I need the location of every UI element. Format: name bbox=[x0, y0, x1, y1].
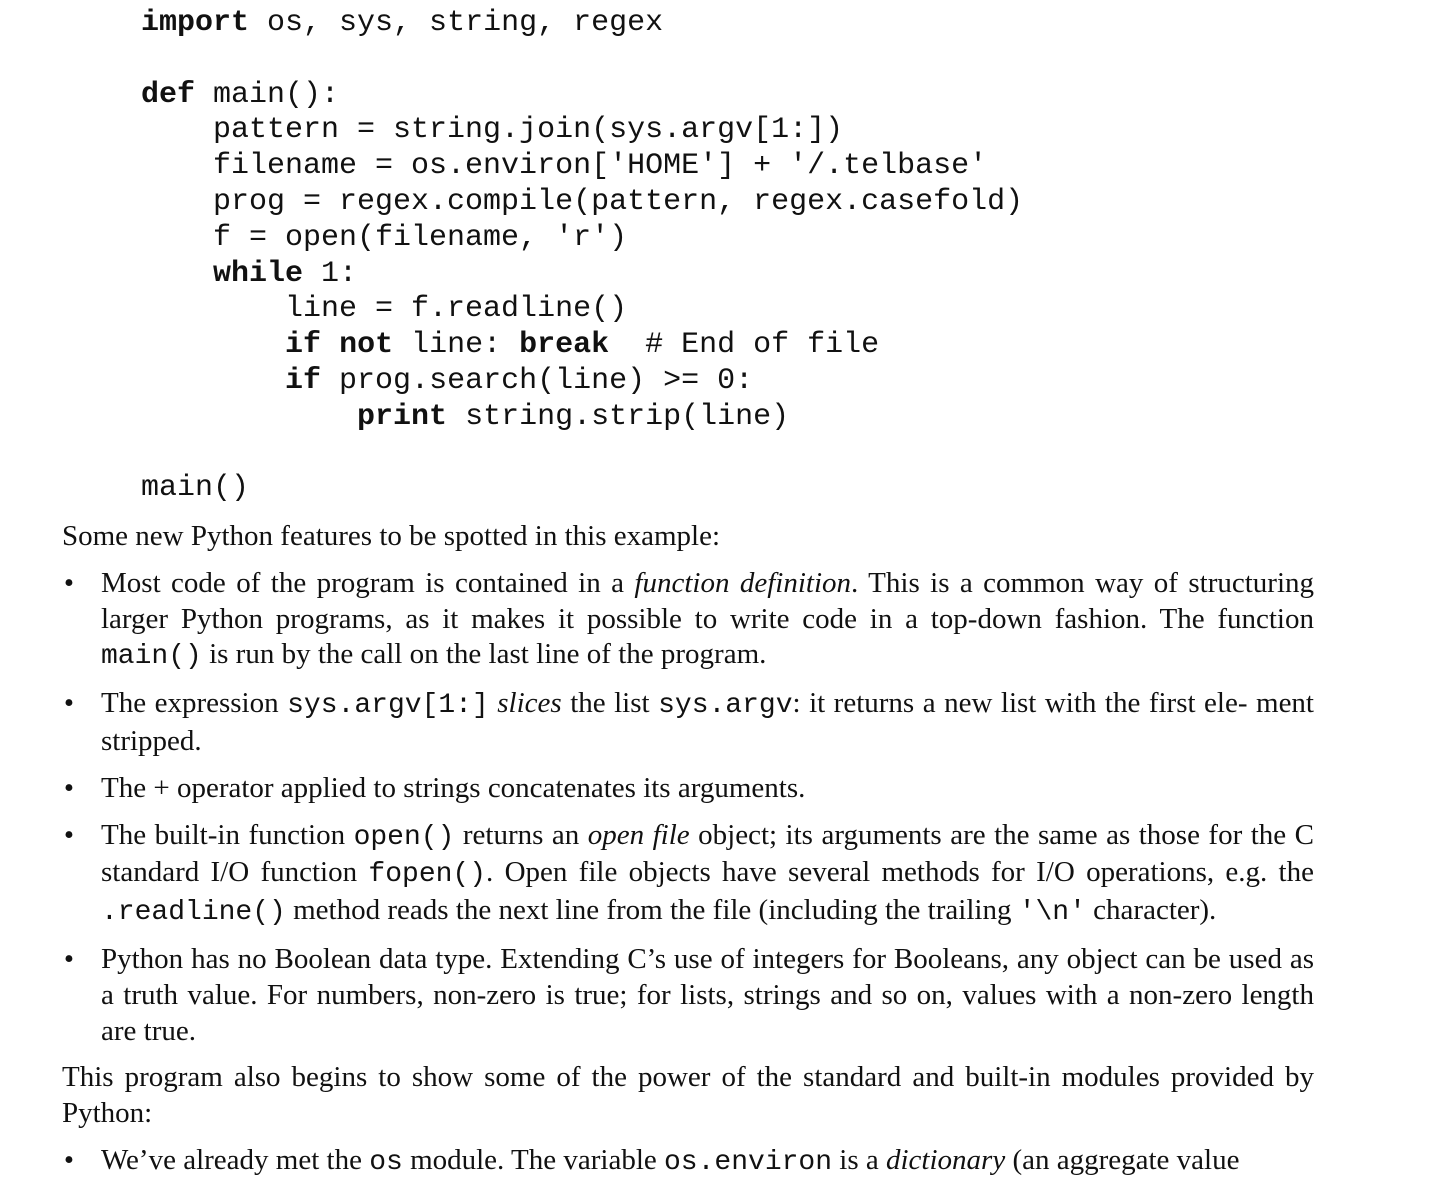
bullet-icon: • bbox=[63, 942, 75, 975]
code-keyword: def bbox=[141, 77, 196, 112]
item-text: : it returns a new list with the first ele- ment stripped. bbox=[101, 687, 1314, 757]
item-text: the list bbox=[561, 687, 659, 720]
item-text: module. The variable bbox=[402, 1143, 664, 1176]
item-text: is run by the call on the last line of the program. bbox=[201, 638, 767, 671]
code-keyword: if bbox=[285, 363, 322, 398]
code-text: os, sys, string, regex bbox=[249, 6, 664, 40]
code-line-1 bbox=[141, 6, 1023, 42]
code-keyword: import bbox=[141, 6, 250, 40]
item-text: The built-in function bbox=[101, 818, 354, 851]
bullet-icon: • bbox=[63, 1143, 75, 1176]
item-code: main() bbox=[101, 641, 202, 673]
code-line-6: prog = regex.compile(pattern, regex.casefold) bbox=[141, 184, 1024, 219]
code-line-8 bbox=[141, 257, 1023, 293]
item-text: We’ve already met the bbox=[101, 1143, 370, 1176]
module-list bbox=[62, 1143, 1314, 1181]
bullet-icon: • bbox=[63, 818, 75, 851]
item-emphasis: open file bbox=[587, 818, 690, 851]
code-line-13 bbox=[141, 436, 1023, 472]
code-text: prog.search(line) >= 0: bbox=[321, 363, 754, 398]
item-code: sys.argv bbox=[658, 690, 793, 722]
code-line-3 bbox=[141, 78, 1023, 114]
code-indent bbox=[141, 400, 357, 434]
list-item bbox=[62, 942, 1314, 1049]
code-indent bbox=[141, 257, 213, 291]
item-text: is a bbox=[832, 1143, 886, 1176]
item-emphasis: slices bbox=[497, 687, 562, 720]
item-text bbox=[489, 687, 498, 719]
code-line-14: main() bbox=[141, 471, 250, 506]
item-text: Python has no Boolean data type. Extending C’s use of integers for Booleans, any object can be used as a truth value. For numbers, non-zero is true; for lists, strings and so on, values with a non-zero length are true. bbox=[101, 942, 1314, 1047]
item-text: . This is a common way of structuring larger Python programs, as it makes it possible to write code in a top-down fashion. The function bbox=[101, 566, 1315, 635]
item-code: sys.argv[1:] bbox=[287, 690, 489, 722]
code-line-12 bbox=[141, 400, 1023, 436]
code-line-7: f = open(filename, 'r') bbox=[141, 220, 628, 255]
code-text: line: bbox=[393, 328, 520, 363]
item-text: (an aggregate value bbox=[1005, 1143, 1240, 1176]
item-code: open() bbox=[353, 821, 455, 853]
code-indent bbox=[141, 364, 285, 398]
code-line-4: pattern = string.join(sys.argv[1:]) bbox=[141, 113, 844, 148]
list-item bbox=[62, 566, 1314, 675]
item-code: '\n' bbox=[1018, 897, 1086, 929]
feature-list bbox=[62, 566, 1314, 1050]
item-code: os.environ bbox=[664, 1146, 833, 1178]
bullet-icon: • bbox=[63, 687, 75, 720]
item-code: os bbox=[369, 1146, 403, 1178]
item-text: method reads the next line from the file (including the trailing bbox=[285, 894, 1019, 927]
code-line-2 bbox=[141, 42, 1023, 78]
code-text: main(): bbox=[195, 77, 340, 112]
item-text: The expression bbox=[101, 687, 288, 720]
body-paragraph: This program also begins to show some of the power of the standard and built-in modules provided by Python: bbox=[62, 1061, 1314, 1130]
list-item bbox=[62, 818, 1314, 931]
item-text: . Open file objects have several methods for I/O operations, e.g. the bbox=[486, 856, 1314, 889]
item-text: returns an bbox=[454, 818, 588, 851]
prose-section bbox=[62, 519, 1314, 1181]
code-comment: # End of file bbox=[609, 328, 880, 363]
item-text: character). bbox=[1085, 894, 1217, 927]
item-code: .readline() bbox=[101, 897, 286, 929]
item-text: The + operator applied to strings concatenates its arguments. bbox=[101, 771, 806, 804]
item-text: object; its arguments are the same as those for the C standard I/O function bbox=[101, 818, 1314, 889]
list-item bbox=[62, 771, 1314, 807]
code-line-10 bbox=[141, 328, 1023, 364]
item-emphasis: function definition bbox=[634, 566, 852, 599]
item-text: Most code of the program is contained in a bbox=[101, 566, 635, 599]
bullet-icon: • bbox=[63, 771, 75, 804]
code-line-11 bbox=[141, 364, 1023, 400]
list-item bbox=[62, 686, 1314, 760]
code-text: 1: bbox=[303, 256, 358, 291]
item-emphasis: dictionary bbox=[886, 1143, 1006, 1176]
code-text bbox=[321, 328, 339, 362]
code-indent bbox=[141, 328, 285, 362]
code-keyword: while bbox=[213, 256, 304, 291]
code-keyword: print bbox=[357, 399, 448, 434]
code-keyword: if bbox=[285, 328, 322, 363]
bullet-icon: • bbox=[63, 566, 75, 599]
item-code: fopen() bbox=[368, 859, 487, 891]
code-keyword: break bbox=[519, 328, 610, 363]
code-listing bbox=[141, 6, 1023, 507]
list-item bbox=[62, 1143, 1314, 1181]
code-text: string.strip(line) bbox=[447, 399, 790, 434]
code-line-9: line = f.readline() bbox=[141, 292, 628, 327]
code-keyword: not bbox=[339, 328, 394, 363]
code-line-5: filename = os.environ['HOME'] + '/.telbase' bbox=[141, 149, 988, 184]
intro-paragraph: Some new Python features to be spotted in this example: bbox=[62, 520, 721, 552]
